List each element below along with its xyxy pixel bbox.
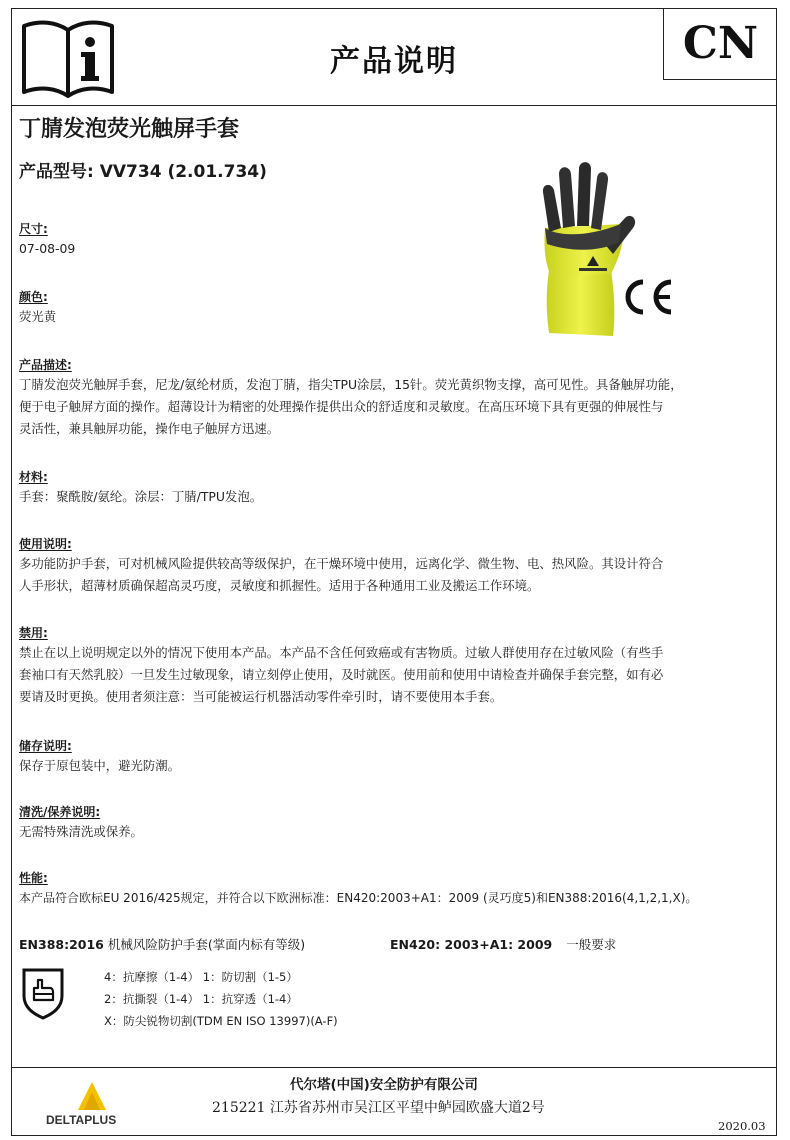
en420-standard: [390, 935, 616, 953]
section-size: [19, 218, 769, 260]
description-line: 灵活性，兼具触屏功能，操作电子触屏方迅速。: [19, 421, 280, 436]
prohibited-heading: 禁用:: [19, 626, 48, 640]
description-heading: 产品描述:: [19, 358, 72, 372]
usage-heading: 使用说明:: [19, 537, 72, 551]
logo-text: DELTAPLUS: [46, 1113, 117, 1127]
model-label: 产品型号:: [19, 162, 94, 182]
section-prohibited: [19, 622, 769, 708]
storage-text: 保存于原包装中，避光防潮。: [19, 758, 181, 773]
page-title: 产品说明: [330, 44, 458, 79]
storage-heading: 储存说明:: [19, 739, 72, 753]
material-heading: 材料:: [19, 470, 48, 484]
care-text: 无需特殊清洗或保养。: [19, 824, 143, 839]
footer-divider: [11, 1067, 777, 1068]
usage-text: [19, 553, 769, 597]
description-line: 便于电子触屏方面的操作。超薄设计为精密的处理操作提供出众的舒适度和灵敏度。在高压环境下具有更强的伸展性与: [19, 399, 664, 414]
color-heading: 颜色:: [19, 290, 48, 304]
rating-line: X：防尖锐物切割(TDM EN ISO 13997)(A-F): [104, 1014, 338, 1028]
section-material: [19, 466, 769, 508]
section-usage: [19, 533, 769, 597]
prohibited-line: 套袖口有天然乳胶）一旦发生过敏现象，请立刻停止使用，及时就医。使用前和使用中请检查并确保手套完整，如有必: [19, 667, 664, 682]
section-care: [19, 801, 769, 843]
prohibited-text: [19, 642, 769, 708]
section-color: [19, 286, 769, 328]
usage-line: 人手形状，超薄材质确保超高灵巧度，灵敏度和抓握性。适用于各种通用工业及搬运工作环境。: [19, 578, 540, 593]
color-value: 荧光黄: [19, 309, 57, 324]
info-manual-icon: [18, 16, 118, 98]
en388-code: EN388:2016: [19, 937, 104, 952]
company-name: 代尔塔(中国)安全防护有限公司: [290, 1077, 478, 1093]
en388-shield-icon: [20, 966, 66, 1020]
en420-code: EN420: 2003+A1: 2009: [390, 937, 553, 952]
en388-description: 机械风险防护手套(掌面内标有等级): [107, 937, 306, 952]
material-text: 手套：聚酰胺/氨纶。涂层：丁腈/TPU发泡。: [19, 489, 263, 504]
model-value: VV734 (2.01.734): [99, 162, 267, 182]
product-name: 丁腈发泡荧光触屏手套: [19, 117, 240, 142]
performance-text: 本产品符合欧标EU 2016/425规定，并符合以下欧洲标准：EN420:2003+A1：2009 (灵巧度5)和EN388:2016(4,1,2,1,X)。: [19, 891, 698, 905]
section-performance: [19, 867, 769, 909]
rating-line: 4：抗摩擦（1-4） 1：防切割（1-5）: [104, 970, 298, 984]
section-storage: [19, 735, 769, 777]
document-date: 2020.03: [718, 1119, 766, 1133]
product-model: [19, 157, 267, 182]
description-line: 丁腈发泡荧光触屏手套，尼龙/氨纶材质，发泡丁腈，指尖TPU涂层，15针。荧光黄织物支撑，高可见性。具备触屏功能，: [19, 377, 683, 392]
care-heading: 清洗/保养说明:: [19, 805, 101, 819]
deltaplus-logo: [44, 1080, 140, 1128]
rating-line: 2：抗撕裂（1-4） 1：抗穿透（1-4）: [104, 992, 298, 1006]
company-address: 215221 江苏省苏州市吴江区平望中鲈园欧盛大道2号: [212, 1100, 545, 1116]
description-text: [19, 374, 769, 440]
size-value: 07-08-09: [19, 241, 76, 256]
prohibited-line: 要请及时更换。使用者须注意：当可能被运行机器活动零件牵引时，请不要使用本手套。: [19, 689, 503, 704]
usage-line: 多功能防护手套，可对机械风险提供较高等级保护，在干燥环境中使用，远离化学、微生物、电、热风险。其设计符合: [19, 556, 664, 571]
performance-heading: 性能:: [19, 871, 48, 885]
header-divider: [11, 105, 777, 106]
prohibited-line: 禁止在以上说明规定以外的情况下使用本产品。本产品不含任何致癌或有害物质。过敏人群使用存在过敏风险（有些手: [19, 645, 664, 660]
language-code: CN: [663, 8, 777, 80]
section-description: [19, 354, 769, 440]
en420-description: 一般要求: [566, 937, 617, 952]
en388-ratings: [104, 966, 338, 1032]
en388-standard: [19, 935, 305, 953]
size-heading: 尺寸:: [19, 222, 48, 236]
